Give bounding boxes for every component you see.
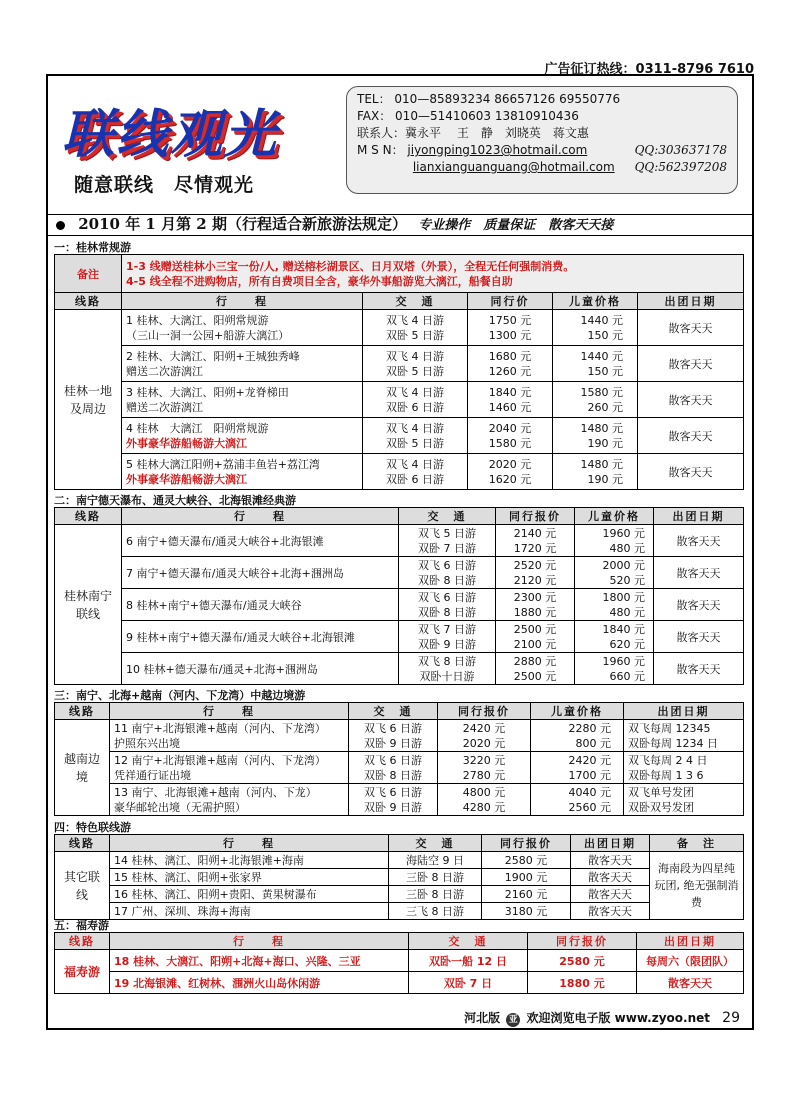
cell-line: 260 元 [587,400,623,414]
cell-line: 5 桂林大漓江阳朔+荔浦丰鱼岩+荔江湾 [126,457,320,471]
cell-line: 2000 元 [602,558,645,572]
cell-line: 190 元 [587,436,623,450]
table-cell [399,589,496,621]
table-cell: 散客天天 [654,525,744,557]
table-cell [363,310,468,346]
table-row [55,886,744,903]
table-cell [349,752,438,784]
table-cell [575,621,654,653]
cell-line: 1580 元 [580,385,623,399]
table-cell: 6 南宁+德天瀑布/通灵大峡谷+北海银滩 [122,525,399,557]
note-line-2: 4-5 线全程不进购物店，所有自费项目全含，豪华外事船游览大漓江，船餐自助 [126,274,513,288]
cell-line: 1960 元 [602,654,645,668]
cell-line: 520 元 [609,573,645,587]
table-header [55,293,744,310]
table-cell [110,720,349,752]
page-frame [46,74,754,1030]
section-3-table [54,702,744,816]
footer [464,1009,740,1027]
cell-line: 双飞 6 日游 [364,721,422,735]
table-cell: 散客天天 [654,653,744,685]
table-cell [496,653,575,685]
table-cell: 2160 元 [482,886,571,903]
table-cell [553,454,638,490]
section-3-title: 三：南宁、北海+越南（河内、下龙湾）中越边境游 [54,689,306,702]
cell-line: 190 元 [587,472,623,486]
cell-line: 11 南宁+北海银滩+越南（河内、下龙湾） [114,721,326,735]
table-cell: 15 桂林、漓江、阳朔+张家界 [110,869,389,886]
table-row [55,418,744,454]
header [48,76,752,200]
table-cell [438,784,531,816]
bullet-icon [56,221,65,230]
table-cell: 散客天天 [571,886,650,903]
cell-line: 2020 元 [462,736,506,750]
table-cell: 14 桂林、漓江、阳朔+北海银滩+海南 [110,852,389,869]
header-cell: 交 通 [349,703,438,720]
table-cell [575,653,654,685]
header-cell: 同行报价 [438,703,531,720]
section-5-table [54,932,744,994]
footer-text: 欢迎浏览电子版 www.zyoo.net [526,1011,710,1025]
route-side-label: 越南边境 [55,720,110,816]
table-cell [399,653,496,685]
cell-line: 双飞 7 日游 [418,622,476,636]
table-cell: 三卧 8 日游 [389,869,482,886]
note-row [55,255,744,293]
table-cell: 散客天天 [638,418,744,454]
cell-line: 豪华邮轮出境（无需护照） [114,800,246,814]
table-cell: 散客天天 [571,869,650,886]
header-cell: 交 通 [409,933,528,950]
table-cell: 散客天天 [638,310,744,346]
cell-line: 双飞 6 日游 [418,558,476,572]
header-cell: 线路 [55,703,110,720]
cell-line: 双飞 4 日游 [386,349,444,363]
table-row [55,950,744,972]
cell-line: 1 桂林、大漓江、阳朔常规游 [126,313,269,327]
header-cell: 同行报价 [528,933,637,950]
header-cell: 儿童价格 [531,703,624,720]
table-header [55,835,744,852]
qq-1: QQ:303637178 [634,143,727,157]
remark-cell: 海南段为四星纯玩团, 绝无强制消费 [650,852,744,920]
page-number: 29 [722,1010,740,1026]
route-side-label: 桂林一地及周边 [55,310,122,490]
table-cell [122,382,363,418]
table-cell [468,454,553,490]
table-cell [575,589,654,621]
cell-line: 2500 元 [513,622,557,636]
table-cell [399,557,496,589]
header-cell: 同行价 [468,293,553,310]
table-cell: 双卧一船 12 日 [409,950,528,972]
section-1-title: 一：桂林常规游 [54,241,131,254]
cell-line: 赠送二次游漓江 [126,364,203,378]
issue-bar [48,214,752,236]
table-cell: 散客天天 [654,621,744,653]
table-cell: 散客天天 [638,346,744,382]
table-cell [553,310,638,346]
header-cell: 交 通 [389,835,482,852]
cell-line: 双飞 4 日游 [386,385,444,399]
cell-line: 800 元 [575,736,611,750]
table-cell [468,346,553,382]
cell-line: 双卧 9 日游 [418,637,476,651]
cell-line: 1580 元 [488,436,532,450]
table-row [55,852,744,869]
table-cell: 7 南宁+德天瀑布/通灵大峡谷+北海+涠洲岛 [122,557,399,589]
table-cell [575,557,654,589]
cell-line: 1260 元 [488,364,532,378]
table-cell [496,525,575,557]
cell-line: 双卧双号发团 [628,800,694,814]
cell-line: 4 桂林 大漓江 阳朔常规游 [126,421,269,435]
table-header [55,703,744,720]
cell-line: 150 元 [587,364,623,378]
badge-icon: 亚 [506,1013,520,1027]
table-row [55,557,744,589]
table-cell [363,454,468,490]
logo-title: 联线观光 [62,104,279,165]
table-cell [575,525,654,557]
table-cell: 散客天天 [637,972,744,994]
header-cell: 出团日期 [638,293,744,310]
table-cell [624,720,744,752]
cell-line: 双卧 5 日游 [386,436,444,450]
cell-line: 双飞每周 2 4 日 [628,753,708,767]
cell-line: 2140 元 [513,526,557,540]
contact-fax: FAX： 010—51410603 13810910436 [357,109,579,123]
cell-line: 双卧 9 日游 [364,736,422,750]
table-cell [496,557,575,589]
table-cell: 16 桂林、漓江、阳朔+贵阳、黄果树瀑布 [110,886,389,903]
table-cell [349,720,438,752]
header-cell: 儿童价格 [575,508,654,525]
header-cell: 行 程 [122,293,363,310]
cell-line: 双卧 6 日游 [386,472,444,486]
cell-line: 双飞 8 日游 [418,654,476,668]
header-cell: 同行报价 [482,835,571,852]
table-cell [122,454,363,490]
cell-line: 1960 元 [602,526,645,540]
cell-line: 1480 元 [580,457,623,471]
msn-label: M S N： [357,143,404,157]
table-cell: 海陆空 9 日 [389,852,482,869]
table-cell [110,752,349,784]
table-cell [363,418,468,454]
table-cell: 8 桂林+南宁+德天瀑布/通灵大峡谷 [122,589,399,621]
cell-line: 2560 元 [568,800,611,814]
cell-line: 620 元 [609,637,645,651]
table-cell [122,418,363,454]
note-label: 备注 [55,255,122,293]
cell-line: 1700 元 [568,768,611,782]
cell-line: 1800 元 [602,590,645,604]
header-cell: 行 程 [110,703,349,720]
table-cell [531,720,624,752]
table-cell [122,346,363,382]
cell-line: 双飞 5 日游 [418,526,476,540]
table-cell: 散客天天 [638,454,744,490]
cell-line: 双卧 5 日游 [386,328,444,342]
header-cell: 线路 [55,835,110,852]
note-line-1: 1-3 线赠送桂林小三宝一份/人, 赠送榕杉湖景区、日月双塔（外景），全程无任何强制消费。 [126,259,575,273]
issue-tagline: 专业操作 质量保证 散客天天接 [418,218,614,233]
table-row [55,752,744,784]
cell-line: 2420 元 [568,753,611,767]
table-cell: 三飞 8 日游 [389,903,482,920]
header-cell: 行 程 [110,933,409,950]
table-cell [624,752,744,784]
cell-line: 赠送二次游漓江 [126,400,203,414]
cell-line: 护照东兴出境 [114,736,180,750]
cell-line: 4280 元 [462,800,506,814]
cell-line: 2 桂林、大漓江、阳朔+王城独秀峰 [126,349,300,363]
table-cell: 17 广州、深圳、珠海+海南 [110,903,389,920]
cell-line: 双飞 4 日游 [386,457,444,471]
table-cell [399,621,496,653]
table-cell [399,525,496,557]
cell-line: 外事豪华游船畅游大漓江 [126,472,247,486]
cell-line: 2280 元 [568,721,611,735]
table-header [55,508,744,525]
table-cell: 9 桂林+南宁+德天瀑布/通灵大峡谷+北海银滩 [122,621,399,653]
cell-line: 双卧 8 日游 [418,573,476,587]
table-cell [349,784,438,816]
cell-line: 凭祥通行证出境 [114,768,191,782]
cell-line: 1840 元 [602,622,645,636]
cell-line: 480 元 [609,605,645,619]
cell-line: 1680 元 [488,349,532,363]
section-2-title: 二：南宁德天瀑布、通灵大峡谷、北海银滩经典游 [54,494,296,507]
header-cell: 行 程 [110,835,389,852]
header-cell: 线路 [55,933,110,950]
cell-line: 4800 元 [462,785,506,799]
header-cell: 交 通 [363,293,468,310]
header-cell: 出团日期 [654,508,744,525]
header-cell: 线路 [55,293,122,310]
cell-line: 13 南宁、北海银滩+越南（河内、下龙） [114,785,317,799]
table-row [55,589,744,621]
header-cell: 线路 [55,508,122,525]
table-cell [496,621,575,653]
table-cell [363,382,468,418]
cell-line: 双飞 6 日游 [364,753,422,767]
table-cell: 散客天天 [654,589,744,621]
contact-people: 联系人：冀永平 王 静 刘晓英 蒋文惠 [357,126,589,140]
slogan: 随意联线 尽情观光 [74,174,255,196]
table-cell: 2580 元 [528,950,637,972]
table-cell: 10 桂林+德天瀑布/通灵+北海+涠洲岛 [122,653,399,685]
route-side-label: 福寿游 [55,950,110,994]
cell-line: 2040 元 [488,421,532,435]
cell-line: 150 元 [587,328,623,342]
contact-msn-row-2 [357,159,727,176]
table-row [55,382,744,418]
table-row [55,454,744,490]
cell-line: 2300 元 [513,590,557,604]
issue-title: 2010 年 1 月第 2 期（行程适合新旅游法规定） [78,215,407,233]
route-side-label: 其它联线 [55,852,110,920]
cell-line: 双飞单号发团 [628,785,694,799]
cell-line: 双飞每周 12345 [628,721,711,735]
cell-line: 1300 元 [488,328,532,342]
cell-line: 660 元 [609,669,645,683]
table-row [55,784,744,816]
section-4-title: 四：特色联线游 [54,821,131,834]
qq-2: QQ:562397208 [634,160,727,174]
cell-line: 双卧每周 1234 日 [628,736,718,750]
table-cell [110,784,349,816]
table-cell [553,418,638,454]
table-cell: 散客天天 [571,903,650,920]
contact-box [346,86,738,194]
table-cell: 3180 元 [482,903,571,920]
table-cell: 散客天天 [654,557,744,589]
cell-line: 2500 元 [513,669,557,683]
msn-email-1[interactable]: jiyongping1023@hotmail.com [407,143,588,157]
ad-hotline: 广告征订热线：0311-8796 7610 [544,62,754,77]
cell-line: 4040 元 [568,785,611,799]
header-cell: 出团日期 [637,933,744,950]
note-content [122,255,744,293]
header-cell: 出团日期 [624,703,744,720]
cell-line: 双飞 6 日游 [364,785,422,799]
table-cell: 每周六（限团队） [637,950,744,972]
table-row [55,869,744,886]
section-2-table [54,507,744,685]
header-cell: 出团日期 [571,835,650,852]
table-row [55,720,744,752]
table-cell [624,784,744,816]
table-row [55,972,744,994]
table-row [55,346,744,382]
contact-msn-row [357,142,727,159]
table-cell [468,418,553,454]
cell-line: 2780 元 [462,768,506,782]
table-cell [363,346,468,382]
cell-line: 双卧 5 日游 [386,364,444,378]
contact-tel: TEL： 010—85893234 86657126 69550776 [357,92,621,106]
table-cell: 1880 元 [528,972,637,994]
cell-line: 双飞 6 日游 [418,590,476,604]
table-cell: 散客天天 [638,382,744,418]
table-cell: 双卧 7 日 [409,972,528,994]
table-row [55,525,744,557]
cell-line: 外事豪华游船畅游大漓江 [126,436,247,450]
cell-line: 1480 元 [580,421,623,435]
msn-email-2[interactable]: lianxianguanguang@hotmail.com [412,160,615,174]
table-cell: 18 桂林、大漓江、阳朔+北海+海口、兴隆、三亚 [110,950,409,972]
table-cell [122,310,363,346]
cell-line: 1750 元 [488,313,532,327]
table-row [55,310,744,346]
header-cell: 交 通 [399,508,496,525]
header-cell: 同行报价 [496,508,575,525]
table-cell [468,382,553,418]
cell-line: 3220 元 [462,753,506,767]
route-side-label: 桂林南宁联线 [55,525,122,685]
cell-line: 双飞 4 日游 [386,313,444,327]
table-cell [438,752,531,784]
table-cell: 散客天天 [571,852,650,869]
cell-line: 480 元 [609,541,645,555]
cell-line: 1440 元 [580,313,623,327]
table-row [55,621,744,653]
table-cell [468,310,553,346]
cell-line: 双飞 4 日游 [386,421,444,435]
table-cell [553,382,638,418]
header-cell: 行 程 [122,508,399,525]
cell-line: （三山一洞一公园+船游大漓江） [126,328,290,342]
cell-line: 2020 元 [488,457,532,471]
cell-line: 双卧 7 日游 [418,541,476,555]
table-cell [496,589,575,621]
cell-line: 双卧 9 日游 [364,800,422,814]
header-cell: 备 注 [650,835,744,852]
header-cell: 儿童价格 [553,293,638,310]
cell-line: 双卧十日游 [419,669,475,683]
cell-line: 12 南宁+北海银滩+越南（河内、下龙湾） [114,753,326,767]
cell-line: 双卧每周 1 3 6 [628,768,704,782]
cell-line: 1620 元 [488,472,532,486]
table-cell [531,784,624,816]
section-4-table [54,834,744,920]
section-1-table [54,254,744,490]
edition: 河北版 [464,1011,501,1025]
cell-line: 2880 元 [513,654,557,668]
table-row [55,653,744,685]
table-cell [531,752,624,784]
section-5-title: 五：福寿游 [54,919,109,932]
cell-line: 1880 元 [513,605,557,619]
cell-line: 双卧 8 日游 [364,768,422,782]
table-cell [438,720,531,752]
cell-line: 1460 元 [488,400,532,414]
cell-line: 2120 元 [513,573,557,587]
cell-line: 2420 元 [462,721,506,735]
table-header [55,933,744,950]
cell-line: 2520 元 [513,558,557,572]
table-row [55,903,744,920]
table-cell: 1900 元 [482,869,571,886]
cell-line: 1720 元 [513,541,557,555]
table-cell: 三卧 8 日游 [389,886,482,903]
cell-line: 双卧 6 日游 [386,400,444,414]
table-cell: 19 北海银滩、红树林、涠洲火山岛休闲游 [110,972,409,994]
cell-line: 双卧 8 日游 [418,605,476,619]
table-cell: 2580 元 [482,852,571,869]
cell-line: 2100 元 [513,637,557,651]
cell-line: 1440 元 [580,349,623,363]
cell-line: 3 桂林、大漓江、阳朔+龙脊梯田 [126,385,289,399]
cell-line: 1840 元 [488,385,532,399]
table-cell [553,346,638,382]
